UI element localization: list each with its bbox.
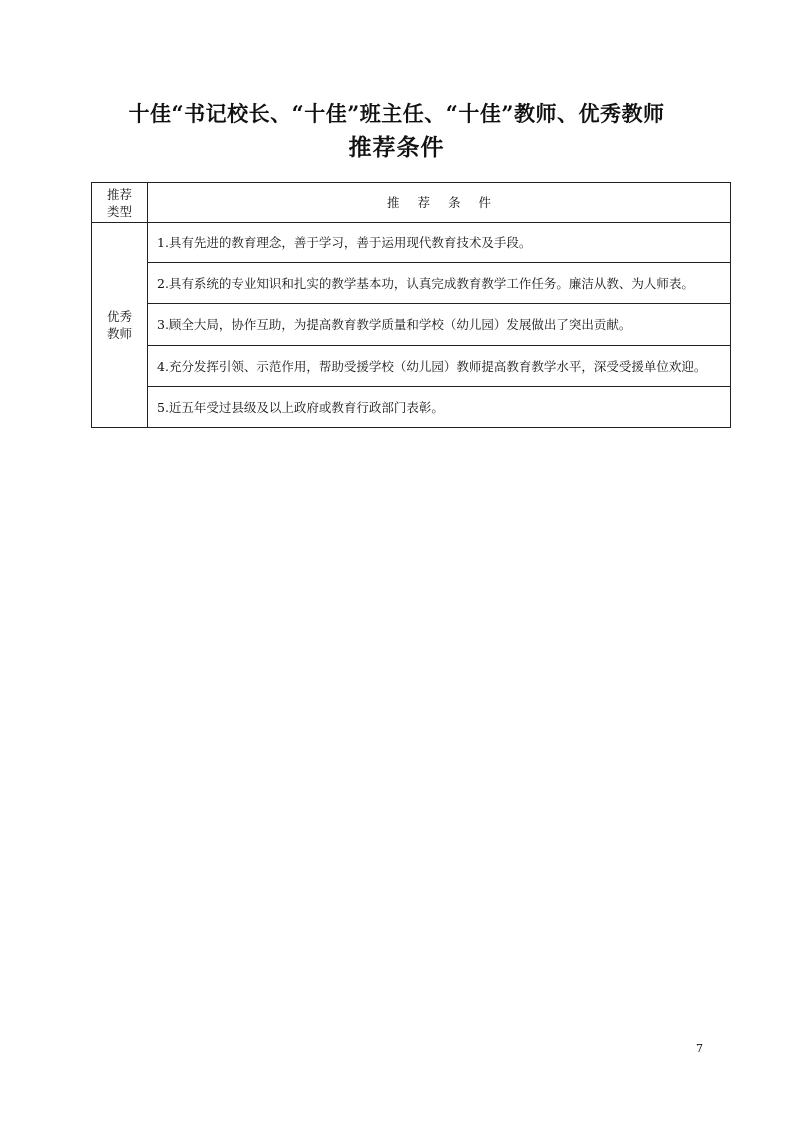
condition-cell: 2.具有系统的专业知识和扎实的教学基本功，认真完成教育教学工作任务。廉洁从教、为人师表。	[148, 263, 731, 304]
header-type-line2: 类型	[106, 203, 132, 219]
document-title: 十佳“书记校长、“十佳”班主任、“十佳”教师、优秀教师	[128, 101, 665, 126]
table-row	[92, 387, 731, 428]
document-subtitle: 推荐条件	[348, 134, 445, 161]
header-conditions-cell: 推荐条件	[148, 183, 731, 223]
condition-cell: 3.顾全大局，协作互助，为提高教育教学质量和学校（幼儿园）发展做出了突出贡献。	[148, 304, 731, 346]
page-number: 7	[696, 1042, 703, 1055]
header-type-cell	[92, 183, 148, 223]
table-row	[92, 346, 731, 387]
category-line1: 优秀	[106, 309, 132, 324]
condition-cell: 4.充分发挥引领、示范作用，帮助受援学校（幼儿园）教师提高教育教学水平，深受受援单位欢迎。	[148, 346, 731, 387]
table-row	[92, 263, 731, 304]
criteria-table	[91, 182, 731, 428]
condition-cell: 1.具有先进的教育理念，善于学习，善于运用现代教育技术及手段。	[148, 223, 731, 263]
header-type-line1: 推荐	[106, 186, 132, 202]
table-row	[92, 304, 731, 346]
table-header-row	[92, 183, 731, 223]
category-line2: 教师	[106, 326, 132, 341]
condition-cell: 5.近五年受过县级及以上政府或教育行政部门表彰。	[148, 387, 731, 428]
category-cell	[92, 223, 148, 428]
table-row	[92, 223, 731, 263]
